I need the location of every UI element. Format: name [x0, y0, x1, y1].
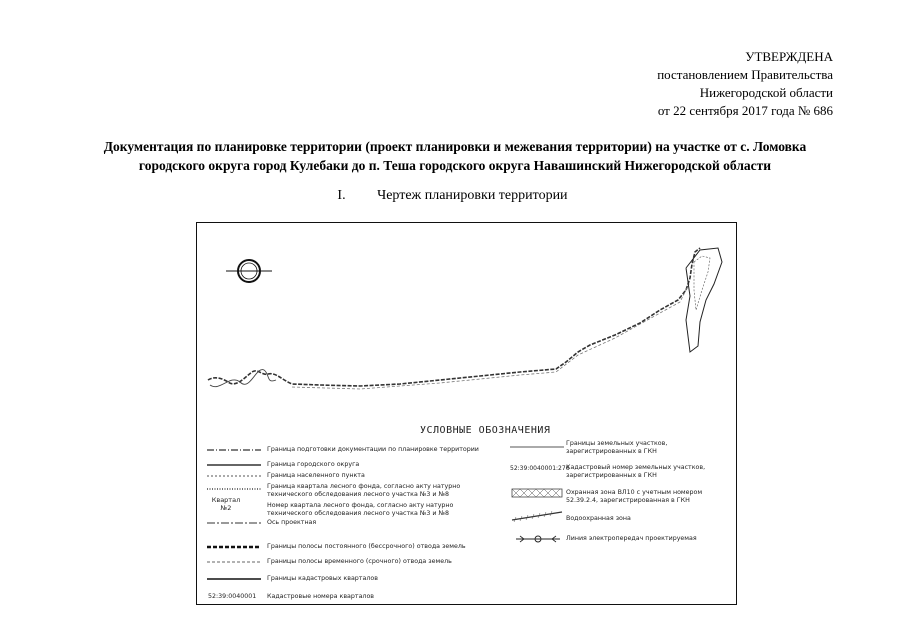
legend-right-symbols: [508, 438, 568, 548]
compass-icon: [226, 260, 272, 282]
legend-quarter-sample: 52:39:0040001: [208, 593, 257, 600]
legend-item: Охранная зона ВЛ10 с учетным номером 52.39.2.4, зарегистрированная в ГКН: [566, 489, 703, 504]
title-line-2: городского округа город Кулебаки до п. Теша городского округа Навашинский Нижегородской области: [138, 158, 772, 173]
legend-item: Линия электропередач проектируемая: [566, 535, 697, 542]
approval-date: от 22 сентября 2017 года № 686: [657, 103, 833, 118]
approval-line-2: постановлением Правительства: [657, 67, 833, 82]
legend-symbol-water-zone: [512, 511, 562, 522]
legend-item: Граница городского округа: [267, 461, 360, 468]
legend-item: Номер квартала лесного фонда, согласно акту натурно технического обследования лесного участка №3 и №8: [267, 502, 454, 517]
legend-item: Границы полосы постоянного (бессрочного) отвода земель: [267, 543, 466, 550]
legend-symbol-powerline-zone: [512, 489, 562, 497]
title-line-1: Документация по планировке территории (проект планировки и межевания территории) на участке от с. Ломовка: [103, 139, 807, 154]
approval-heading: УТВЕРЖДЕНА: [745, 49, 833, 64]
legend-item: Ось проектная: [267, 519, 317, 526]
legend-parcel-sample: 52:39:0040001:276: [510, 465, 570, 472]
legend-heading: УСЛОВНЫЕ ОБОЗНАЧЕНИЯ: [420, 425, 551, 436]
approval-line-3: Нижегородской области: [699, 85, 833, 100]
legend-item: Границы земельных участков, зарегистрированных в ГКН: [566, 440, 668, 455]
section-number: I.: [337, 188, 346, 203]
legend-item: Граница подготовки документации по планировке территории: [267, 446, 479, 453]
legend-symbol-powerline: [516, 536, 560, 542]
legend-item: Граница населенного пункта: [267, 472, 365, 479]
legend-item: Кадастровые номера кварталов: [267, 593, 375, 600]
route-offset-line: [292, 282, 690, 389]
legend-item: Граница квартала лесного фонда, согласно акту натурно технического обследования лесного участка №3 и №8: [267, 483, 461, 498]
section-label: Чертеж планировки территории: [377, 188, 568, 203]
legend-item: Границы полосы временного (срочного) отвода земель: [267, 558, 452, 565]
legend-item: Границы кадастровых кварталов: [267, 575, 378, 582]
legend-left-symbols: [205, 443, 265, 603]
legend-item: Водоохранная зона: [566, 515, 631, 522]
legend-kvartal-sample: Квартал №2: [211, 496, 241, 512]
route-line: [208, 248, 700, 386]
legend-item: Кадастровый номер земельных участков, зарегистрированных в ГКН: [566, 464, 706, 479]
zone-boundary: [686, 248, 722, 352]
zone-inner: [694, 256, 710, 310]
